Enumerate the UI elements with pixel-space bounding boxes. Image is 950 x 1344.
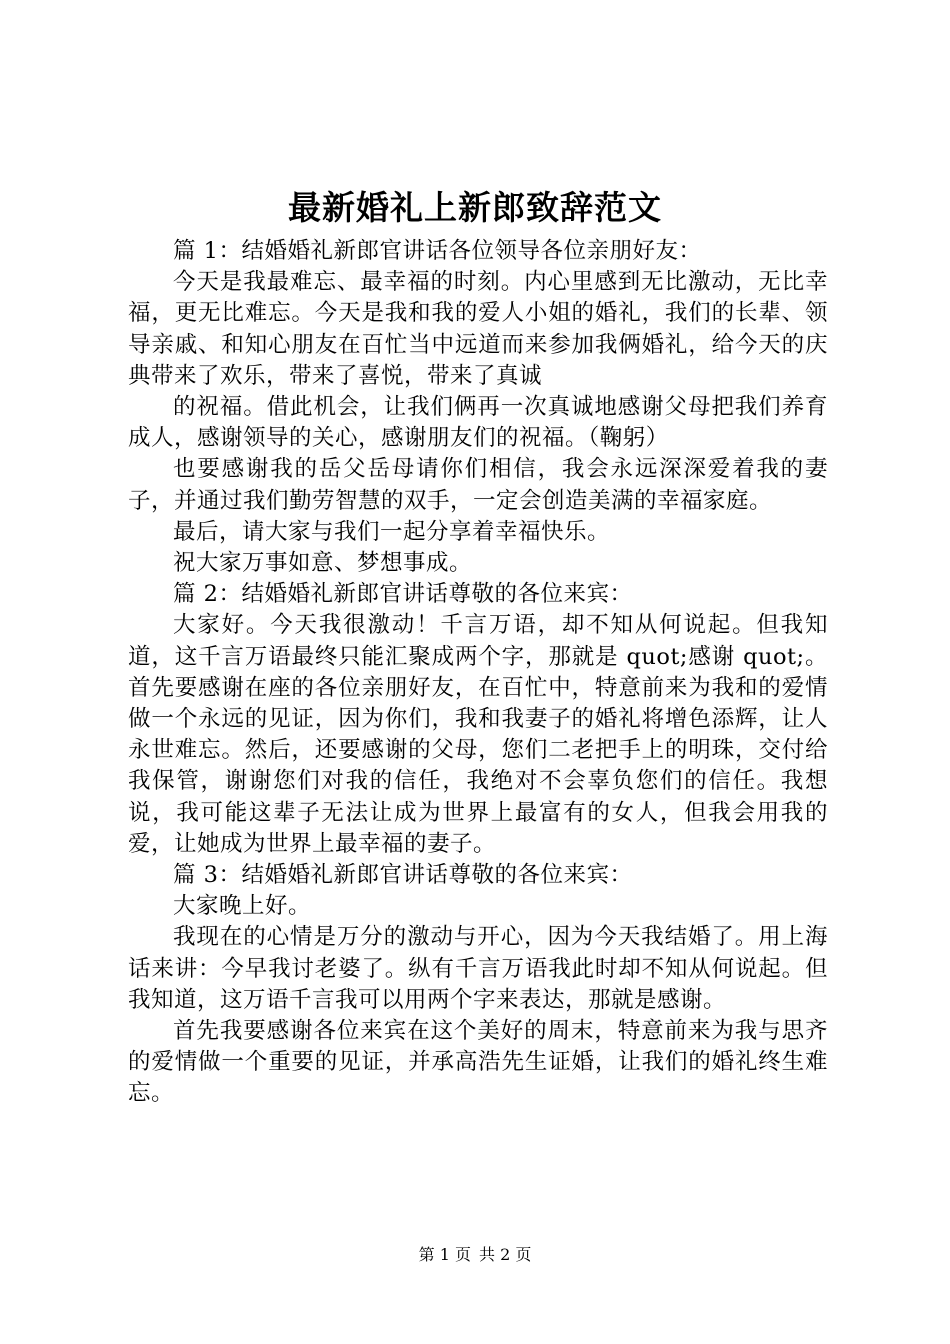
page-footer xyxy=(0,1244,950,1266)
paragraph: 也要感谢我的岳父岳母请你们相信，我会永远深深爱着我的妻子，并通过我们勤劳智慧的双手，一定会创造美满的幸福家庭。 xyxy=(128,456,828,514)
paragraph: 篇 2：结婚婚礼新郎官讲话尊敬的各位来宾： xyxy=(173,581,633,608)
paragraph: 祝大家万事如意、梦想事成。 xyxy=(173,550,473,577)
paragraph: 篇 1：结婚婚礼新郎官讲话各位领导各位亲朋好友： xyxy=(173,238,702,264)
paragraph: 篇 3：结婚婚礼新郎官讲话尊敬的各位来宾： xyxy=(173,862,633,889)
paragraph: 首先我要感谢各位来宾在这个美好的周末，特意前来为我与思齐的爱情做一个重要的见证，并承高浩先生证婚，让我们的婚礼终生难忘。 xyxy=(128,1018,828,1107)
paragraph: 最后，请大家与我们一起分享着幸福快乐。 xyxy=(173,518,611,545)
document-body xyxy=(128,236,828,1110)
page-total: 共 2 页 xyxy=(479,1245,532,1264)
paragraph: 今天是我最难忘、最幸福的时刻。内心里感到无比激动，无比幸福，更无比难忘。今天是我和我的爱人小姐的婚礼，我们的长辈、领导亲戚、和知心朋友在百忙当中远道而来参加我俩婚礼，给今天的庆典带来了欢乐，带来了喜悦，带来了真诚 xyxy=(128,269,828,389)
paragraph: 大家好。今天我很激动！千言万语，却不知从何说起。但我知道，这千言万语最终只能汇聚成两个字，那就是 quot;感谢 quot;。首先要感谢在座的各位亲朋好友，在百忙中，特意前来为我和的爱情做一个永远的见证，因为你们，我和我妻子的婚礼将增色添辉，让人永世难忘。然后，还要感谢的父母，您们二老把手上的明珠，交付给我保管，谢谢您们对我的信任，我绝对不会辜负您们的信任。我想说，我可能这辈子无法让成为世界上最富有的女人，但我会用我的爱，让她成为世界上最幸福的妻子。 xyxy=(128,612,828,857)
paragraph: 的祝福。借此机会，让我们俩再一次真诚地感谢父母把我们养育成人，感谢领导的关心，感谢朋友们的祝福。（鞠躬） xyxy=(128,394,828,452)
paragraph: 我现在的心情是万分的激动与开心，因为今天我结婚了。用上海话来讲：今早我讨老婆了。纵有千言万语我此时却不知从何说起。但我知道，这万语千言我可以用两个字来表达，那就是感谢。 xyxy=(128,924,828,1013)
document-title: 最新婚礼上新郎致辞范文 xyxy=(288,188,662,227)
paragraph: 大家晚上好。 xyxy=(173,893,312,920)
page-number: 第 1 页 xyxy=(418,1245,471,1264)
